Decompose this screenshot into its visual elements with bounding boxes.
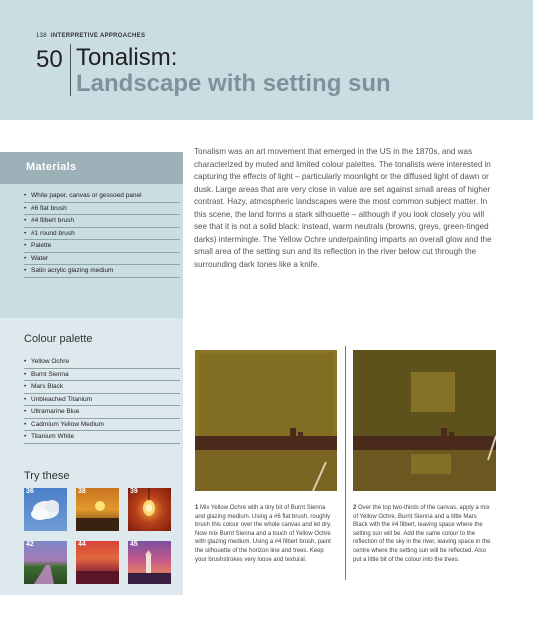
step-divider bbox=[345, 346, 346, 580]
list-item: • Burnt Sienna bbox=[24, 369, 180, 382]
list-item: • Water bbox=[24, 253, 180, 266]
materials-heading-band bbox=[0, 152, 183, 184]
painting-step2-image bbox=[353, 350, 496, 491]
painting-step1-image bbox=[195, 350, 337, 491]
thumbnail-number: 42 bbox=[26, 541, 34, 548]
thumbnail-44[interactable] bbox=[76, 541, 119, 584]
palette-list bbox=[24, 356, 180, 444]
list-item: • White paper, canvas or gessoed panel bbox=[24, 190, 180, 203]
materials-list bbox=[24, 190, 180, 278]
step-text: Mix Yellow Ochre with a tiny bit of Burnt Sienna and glazing medium. Using a #6 flat brush, roughly brush this colour over the whole canvas and let dry. Now mix Burnt Sienna and a touch of Yellow Ochre with glazing medium. Using a #4 filbert brush, paint the silhouette of the horizon line and trees. Keep your brushstrokes very loose and textural. bbox=[195, 505, 332, 563]
section-title: INTERPRETIVE APPROACHES bbox=[50, 33, 146, 39]
title-divider bbox=[70, 44, 71, 96]
try-these-heading: Try these bbox=[24, 470, 70, 482]
thumbnail-38[interactable] bbox=[76, 488, 119, 531]
materials-heading: Materials bbox=[26, 161, 77, 173]
list-item: • #6 flat brush bbox=[24, 203, 180, 216]
step-1-painting bbox=[195, 350, 337, 491]
page-title-line2: Landscape with setting sun bbox=[76, 70, 391, 97]
list-item: • #1 round brush bbox=[24, 228, 180, 241]
step-number: 2 bbox=[353, 505, 357, 511]
step-number: 1 bbox=[195, 505, 199, 511]
list-item: • Satin acrylic glazing medium bbox=[24, 265, 180, 278]
thumbnail-number: 45 bbox=[130, 541, 138, 548]
list-item: • Ultramarine Blue bbox=[24, 406, 180, 419]
step-2-painting bbox=[353, 350, 496, 491]
intro-paragraph: Tonalism was an art movement that emerged in the US in the 1870s, and was characterized by muted and limited colour palettes. The tonalists were interested in capturing the effects of light – particularly moonlight or the diffused light of dawn or dusk. Large areas that are very close in value are set against small areas of higher contrast. Hazy, atmospheric landscapes were the most common subject matter. In this scene, the land forms a stark silhouette – although if you look closely you will see that it is not a solid black: instead, warm neutrals (browns, greys, green-tinged darks) intermingle. The Yellow Ochre underpainting imparts an overall glow and the small area of the setting sun and its reflection in the river below cut through the surrounding dark tones like a knife. bbox=[194, 147, 492, 269]
page-number: 138 bbox=[36, 33, 47, 39]
thumbnail-number: 39 bbox=[130, 488, 138, 495]
thumbnail-39[interactable] bbox=[128, 488, 171, 531]
list-item: • Titanium White bbox=[24, 431, 180, 444]
list-item: • Cadmium Yellow Medium bbox=[24, 419, 180, 432]
step-1-caption bbox=[195, 504, 335, 564]
list-item: • Mars Black bbox=[24, 381, 180, 394]
list-item: • #4 filbert brush bbox=[24, 215, 180, 228]
list-item: • Unbleached Titanium bbox=[24, 394, 180, 407]
thumbnail-number: 38 bbox=[78, 488, 86, 495]
step-text: Over the top two-thirds of the canvas, apply a mix of Yellow Ochre, Burnt Sienna and a little Mars Black with the #4 filbert, leaving space where the setting sun will be. Add the same colour to the reflection of the sky in the river, leaving space in the centre where the setting sun will be reflected. Also put a little bit of the colour into the trees. bbox=[353, 505, 491, 563]
running-head bbox=[36, 33, 145, 39]
list-item: • Palette bbox=[24, 240, 180, 253]
page-title-line1: Tonalism: bbox=[76, 44, 178, 71]
thumbnail-42[interactable] bbox=[24, 541, 67, 584]
thumbnail-number: 36 bbox=[26, 488, 34, 495]
list-item: • Yellow Ochre bbox=[24, 356, 180, 369]
thumbnail-number: 44 bbox=[78, 541, 86, 548]
thumbnail-45[interactable] bbox=[128, 541, 171, 584]
palette-heading: Colour palette bbox=[24, 333, 93, 345]
project-number: 50 bbox=[36, 46, 63, 73]
thumbnail-36[interactable] bbox=[24, 488, 67, 531]
step-2-caption bbox=[353, 504, 493, 564]
